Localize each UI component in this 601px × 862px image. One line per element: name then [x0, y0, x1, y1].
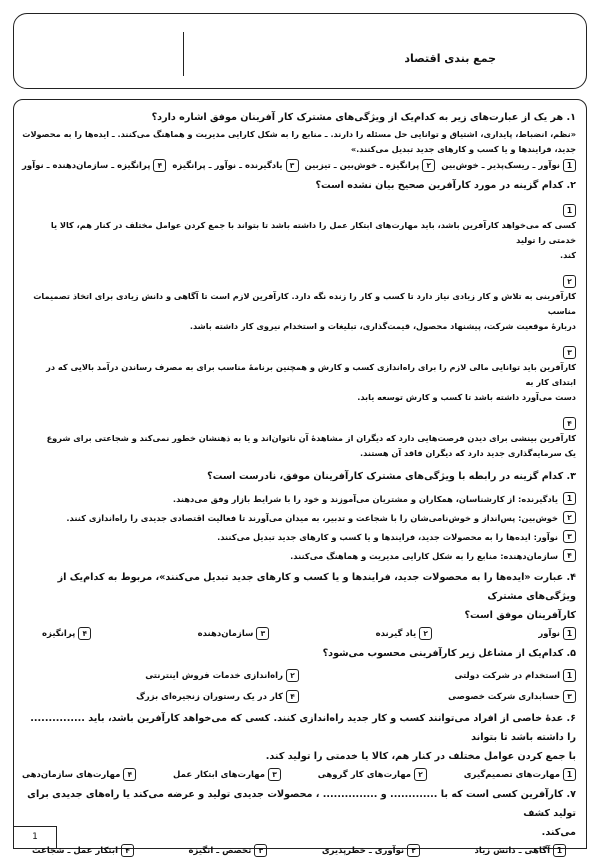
option-1[interactable]: 1 مهارت‌های تصمیم‌گیری	[464, 768, 576, 781]
header-divider	[183, 32, 184, 76]
question-4-title-line-2: کارآفرینان موفق است؟	[464, 610, 576, 621]
option-1[interactable]: 1 کسی که می‌خواهد کارآفرین باشد، باید مهارت‌های ابتکار عمل را داشته باشد تا بتواند با جمع کردن عوامل مختلف در کنار هم، کالا یا خدمتی را تولید کند.	[50, 206, 576, 260]
question-3	[22, 467, 576, 562]
option-2[interactable]: ۲ راه‌اندازی خدمات فروش اینترنتی	[22, 669, 299, 682]
question-7	[22, 785, 576, 857]
question-5-title: ۵. کدام‌یک از مشاغل زیر کارآفرینی محسوب می‌شود؟	[322, 648, 576, 659]
option-2[interactable]: ۲ نوآوری ـ خطرپذیری	[322, 844, 420, 857]
page-title: جمع بندی اقتصاد	[404, 52, 496, 65]
question-6-title-line-2: با جمع کردن عوامل مختلف در کنار هم، کالا یا خدمتی را تولید کند.	[265, 751, 576, 762]
question-7-title-line-1: ۷. کارآفرین کسی است که با ............. و ............... ، محصولات جدیدی تولید و عرضه می‌کند یا راه‌های جدیدی برای تولید کشف	[27, 789, 576, 819]
question-4-options	[22, 627, 576, 640]
question-2-title: ۲. کدام گزینه در مورد کارآفرین صحیح بیان نشده است؟	[315, 180, 576, 191]
option-3[interactable]: ۳ یادگیرنده ـ نوآور ـ پرانگیزه	[172, 159, 298, 172]
question-1-text-line-2: جدید، فرایندها و یا کسب و کارهای جدید تبدیل می‌کنند.»	[350, 144, 576, 154]
option-4[interactable]: ۴ پرانگیزه ـ سازمان‌دهنده ـ نوآور	[22, 159, 166, 172]
page-number: 1	[32, 832, 38, 842]
option-1[interactable]: 1 نوآور ـ ریسک‌پذیر ـ خوش‌بین	[441, 159, 576, 172]
exam-page	[13, 13, 589, 856]
question-4-title-line-1: ۴. عبارت «ایده‌ها را به محصولات جدید، فرایندها و یا کسب و کارهای جدید تبدیل می‌کنند»، مربوط به کدام‌یک از ویژگی‌های مشترک	[57, 572, 576, 602]
option-3[interactable]: ۳ کارآفرین باید توانایی مالی لازم را برای راه‌اندازی کسب و کارش و همچنین برنامهٔ مناسب برای به مصرف رساندن درآمد بالایی که در ابتدای کار به دست می‌آورد داشته باشد تا کسب و کارش توسعه یابد.	[46, 348, 576, 402]
option-3[interactable]: ۳ نوآور: ایده‌ها را به محصولات جدید، فرایندها و یا کسب و کارهای جدید تبدیل می‌کنند.	[22, 530, 576, 543]
question-3-title: ۳. کدام گزینه در رابطه با ویژگی‌های مشترک کارآفرینان موفق، نادرست است؟	[207, 471, 576, 482]
option-1[interactable]: 1 نوآور	[538, 627, 576, 640]
question-1	[22, 108, 576, 172]
option-3[interactable]: ۳ تخصص ـ انگیزه	[188, 844, 267, 857]
header-box	[13, 13, 587, 89]
option-4[interactable]: ۴ پرانگیزه	[42, 627, 91, 640]
option-4[interactable]: ۴ کارآفرین بینشی برای دیدن فرصت‌هایی دارد که دیگران از مشاهدهٔ آن ناتوان‌اند و یا به ذهنشان خطور نمی‌کند و شجاعتی برای شروع یک سرمایه‌گذاری جدید دارد که دیگران فاقد آن هستند.	[46, 419, 576, 458]
question-6	[22, 709, 576, 781]
option-2[interactable]: ۲ خوش‌بین: پس‌انداز و خوش‌نامی‌شان را با شجاعت و تدبیر، به میدان می‌آورند تا فعالیت اقتصادی جدیدی را راه‌اندازی کنند.	[22, 511, 576, 524]
question-7-title-line-2: می‌کند.	[541, 827, 576, 838]
question-5-options	[22, 669, 576, 703]
question-1-title: ۱. هر یک از عبارت‌های زیر به کدام‌یک از ویژگی‌های مشترک کار آفرینان موفق اشاره دارد؟	[151, 112, 576, 123]
question-5	[22, 644, 576, 703]
page-number-box	[13, 826, 57, 848]
option-1[interactable]: 1 استخدام در شرکت دولتی	[299, 669, 576, 682]
questions-content	[22, 108, 576, 861]
option-4[interactable]: ۴ سازمان‌دهنده: منابع را به شکل کارایی مدیریت و هماهنگ می‌کنند.	[22, 549, 576, 562]
option-3[interactable]: ۳ مهارت‌های ابتکار عمل	[173, 768, 281, 781]
question-1-options	[22, 159, 576, 172]
question-6-options	[22, 768, 576, 781]
question-7-options	[22, 844, 576, 857]
option-4[interactable]: ۴ ابتکار عمل ـ شجاعت	[32, 844, 134, 857]
option-2[interactable]: ۲ پرانگیزه ـ خوش‌بین ـ تیزبین	[305, 159, 436, 172]
option-2[interactable]: ۲ مهارت‌های کار گروهی	[318, 768, 427, 781]
question-4	[22, 568, 576, 640]
question-6-title-line-1: ۶. عدهٔ خاصی از افراد می‌توانند کسب و کار جدید راه‌اندازی کنند. کسی که می‌خواهد کارآفرین باشد، باید ............... را داشته باشد تا بتواند	[30, 713, 576, 743]
option-2[interactable]: ۲ یاد گیرنده	[376, 627, 433, 640]
question-1-text-line-1: «نظم، انضباط، پایداری، اشتیاق و توانایی حل مسئله را دارند. ـ منابع را به شکل کارایی مدیریت و هماهنگ می‌کنند. ـ ایده‌ها را به محصولات	[22, 129, 576, 139]
option-4[interactable]: ۴ مهارت‌های سازمان‌دهی	[22, 768, 136, 781]
option-3[interactable]: ۳ حسابداری شرکت خصوصی	[299, 690, 576, 703]
option-3[interactable]: ۳ سازمان‌دهنده	[198, 627, 270, 640]
question-2	[22, 176, 576, 461]
option-4[interactable]: ۴ کار در یک رستوران زنجیره‌ای بزرگ	[22, 690, 299, 703]
questions-box	[13, 99, 587, 856]
option-1[interactable]: 1 یادگیرنده: از کارشناسان، همکاران و مشتریان می‌آموزند و خود را با شرایط بازار وفق می‌دهند.	[22, 492, 576, 505]
option-1[interactable]: 1 آگاهی ـ دانش زیاد	[475, 844, 566, 857]
option-2[interactable]: ۲ کارآفرینی به تلاش و کار زیادی نیاز دارد تا کسب و کار را زنده نگه دارد. کارآفرین لازم است تا آگاهی و دانش زیادی برای اتخاذ تصمیمات مناسب دربارهٔ موقعیت شرکت، پیشنهاد محصول، قیمت‌گذاری، تبلیغات و استخدام نیروی کار داشته باشد.	[33, 277, 576, 331]
